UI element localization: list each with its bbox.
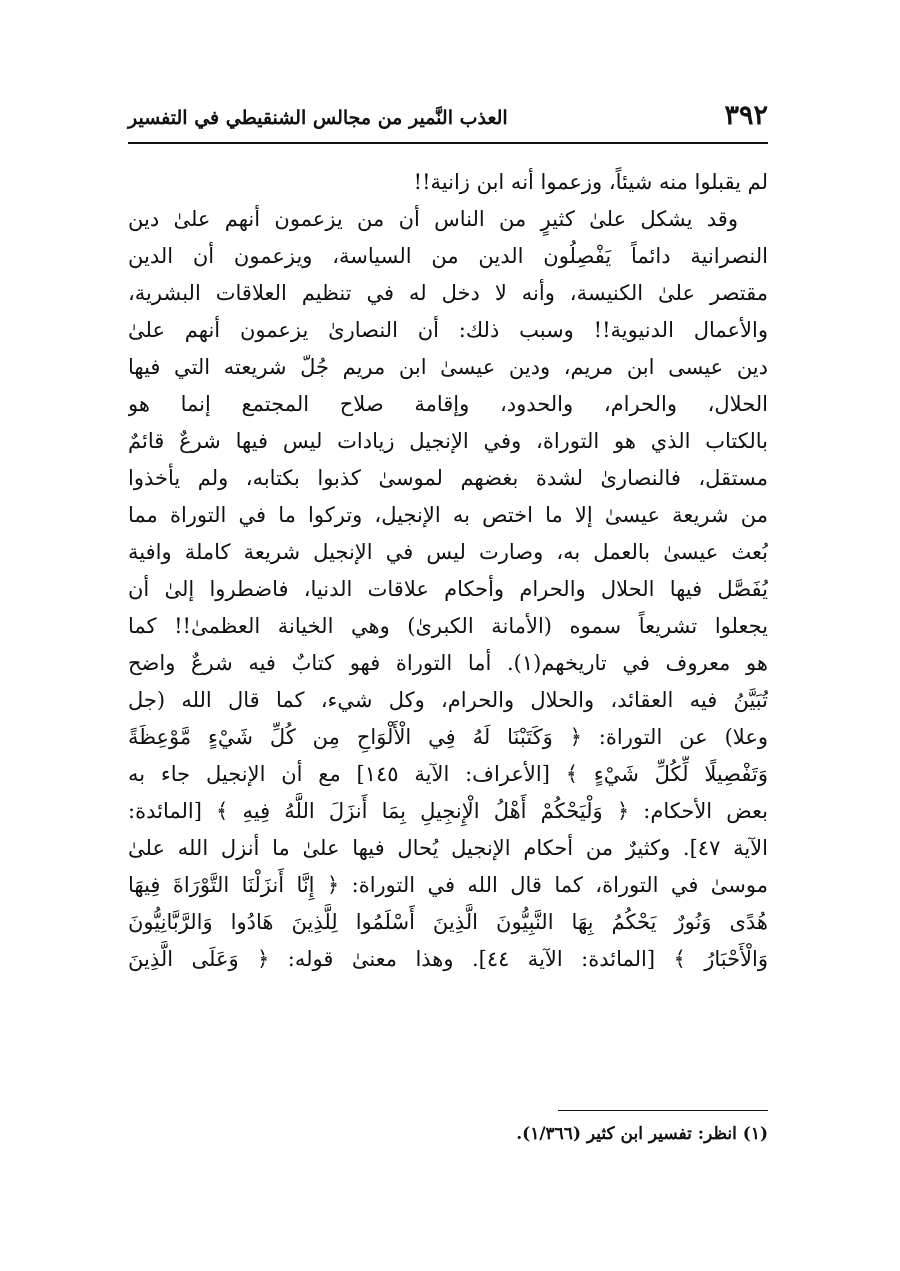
text-line: مقتصر علىٰ الكنيسة، وأنه لا دخل له في تنظيم العلاقات البشرية، xyxy=(128,281,768,305)
text-line: بُعث عيسىٰ بالعمل به، وصارت ليس في الإنجيل شريعة كاملة وافية xyxy=(128,540,768,564)
text-line: وَتَفْصِيلًا لِّكُلِّ شَيْءٍ ﴾ [الأعراف: الآية ١٤٥] مع أن الإنجيل جاء به xyxy=(128,762,768,786)
text-line: مستقل، فالنصارىٰ لشدة بغضهم لموسىٰ كذبوا بكتابه، ولم يأخذوا xyxy=(128,466,768,490)
text-line: دين عيسى ابن مريم، ودين عيسىٰ ابن مريم جُلّ شريعته التي فيها xyxy=(128,355,768,379)
text-line: بعض الأحكام: ﴿ وَلْيَحْكُمْ أَهْلُ الْإِنجِيلِ بِمَا أَنزَلَ اللَّهُ فِيهِ ﴾ [المائدة: xyxy=(128,799,768,823)
text-line: هُدًى وَنُورٌ يَحْكُمُ بِهَا النَّبِيُّونَ الَّذِينَ أَسْلَمُوا لِلَّذِينَ هَادُوا وَالرَّبَّانِيُّونَ xyxy=(128,910,768,934)
footnote: (١) انظر: تفسير ابن كثير (١/٣٦٦). xyxy=(516,1124,768,1144)
text-line: تُبَيَّنُ فيه العقائد، والحلال والحرام، وكل شيء، كما قال الله (جل xyxy=(128,688,768,712)
page-header xyxy=(128,100,768,144)
text-line: بالكتاب الذي هو التوراة، وفي الإنجيل زيادات ليس فيها شرعٌ قائمٌ xyxy=(128,429,768,453)
footnote-divider xyxy=(558,1110,768,1111)
text-line: والأعمال الدنيوية!! وسبب ذلك: أن النصارىٰ يزعمون أنهم علىٰ xyxy=(128,318,768,342)
text-line: يجعلوا تشريعاً سموه (الأمانة الكبرىٰ) وهي الخيانة العظمىٰ!! كما xyxy=(128,614,768,638)
text-line: لم يقبلوا منه شيئاً، وزعموا أنه ابن زانية!! xyxy=(413,170,768,194)
text-line: وعلا) عن التوراة: ﴿ وَكَتَبْنَا لَهُ فِي الْأَلْوَاحِ مِن كُلِّ شَيْءٍ مَّوْعِظَةً xyxy=(128,725,768,749)
text-line: موسىٰ في التوراة، كما قال الله في التوراة: ﴿ إِنَّا أَنزَلْنَا التَّوْرَاةَ فِيهَا xyxy=(128,873,768,897)
text-line: النصرانية دائماً يَفْصِلُون الدين من السياسة، ويزعمون أن الدين xyxy=(128,244,768,268)
text-line: الحلال، والحرام، والحدود، وإقامة صلاح المجتمع إنما هو xyxy=(128,392,768,416)
book-page xyxy=(128,100,768,1200)
running-title: العذب النَّمير من مجالس الشنقيطي في التفسير xyxy=(128,107,508,129)
text-line: من شريعة عيسىٰ إلا ما اختص به الإنجيل، وتركوا ما في التوراة مما xyxy=(128,503,768,527)
page-body xyxy=(128,164,768,978)
text-line: وقد يشكل علىٰ كثيرٍ من الناس أن من يزعمون أنهم علىٰ دين xyxy=(128,207,738,231)
text-line: يُفَصَّل فيها الحلال والحرام وأحكام علاقات الدنيا، فاضطروا إلىٰ أن xyxy=(128,577,768,601)
text-line: هو معروف في تاريخهم(١). أما التوراة فهو كتابٌ فيه شرعٌ واضح xyxy=(128,651,768,675)
page-number: ٣٩٢ xyxy=(724,100,768,131)
text-line: الآية ٤٧]. وكثيرٌ من أحكام الإنجيل يُحال فيها علىٰ ما أنزل الله علىٰ xyxy=(128,836,768,860)
text-line: وَالْأَحْبَارُ ﴾ [المائدة: الآية ٤٤]. وهذا معنىٰ قوله: ﴿ وَعَلَى الَّذِينَ xyxy=(128,947,768,971)
